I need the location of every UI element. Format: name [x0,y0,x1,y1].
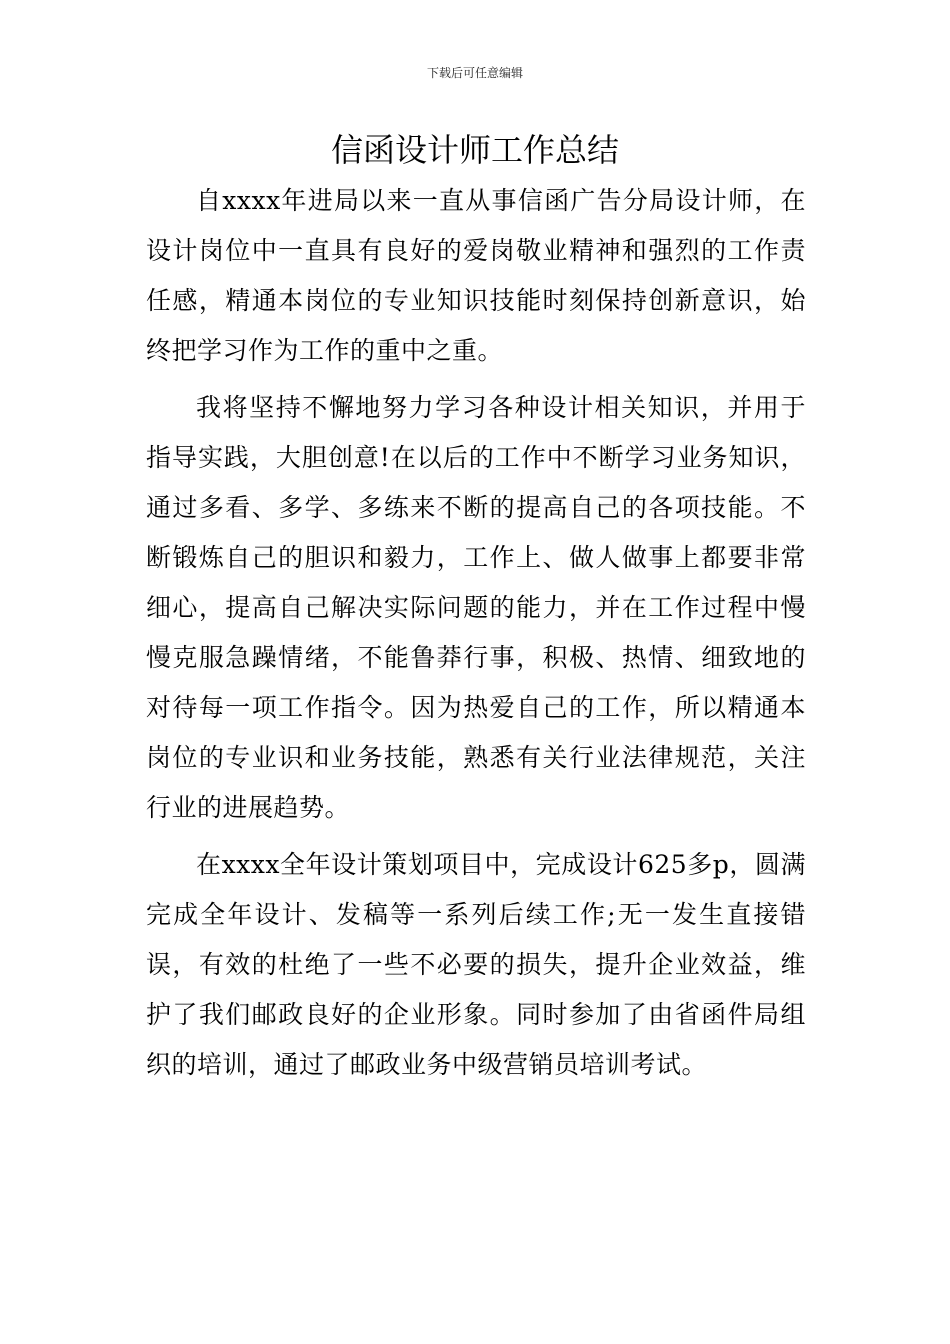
header-note: 下载后可任意编辑 [426,66,523,80]
document-title: 信函设计师工作总结 [330,131,619,169]
paragraph-1: 自xxxx年进局以来一直从事信函广告分局设计师，在设计岗位中一直具有良好的爱岗敬业精神和强烈的工作责任感，精通本岗位的专业知识技能时刻保持创新意识，始终把学习作为工作的重中之重。 [146,186,806,365]
document-body [146,176,806,1097]
paragraph-2: 我将坚持不懈地努力学习各种设计相关知识，并用于指导实践，大胆创意!在以后的工作中不断学习业务知识，通过多看、多学、多练来不断的提高自己的各项技能。不断锻炼自己的胆识和毅力，工作上、做人做事上都要非常细心，提高自己解决实际问题的能力，并在工作过程中慢慢克服急躁情绪，不能鲁莽行事，积极、热情、细致地的对待每一项工作指令。因为热爱自己的工作，所以精通本岗位的专业识和业务技能，熟悉有关行业法律规范，关注行业的进展趋势。 [146,393,806,822]
paragraph-3: 在xxxx全年设计策划项目中，完成设计625多p，圆满完成全年设计、发稿等一系列后续工作;无一发生直接错误，有效的杜绝了一些不必要的损失，提升企业效益，维护了我们邮政良好的企业形象。同时参加了由省函件局组织的培训，通过了邮政业务中级营销员培训考试。 [146,850,806,1079]
